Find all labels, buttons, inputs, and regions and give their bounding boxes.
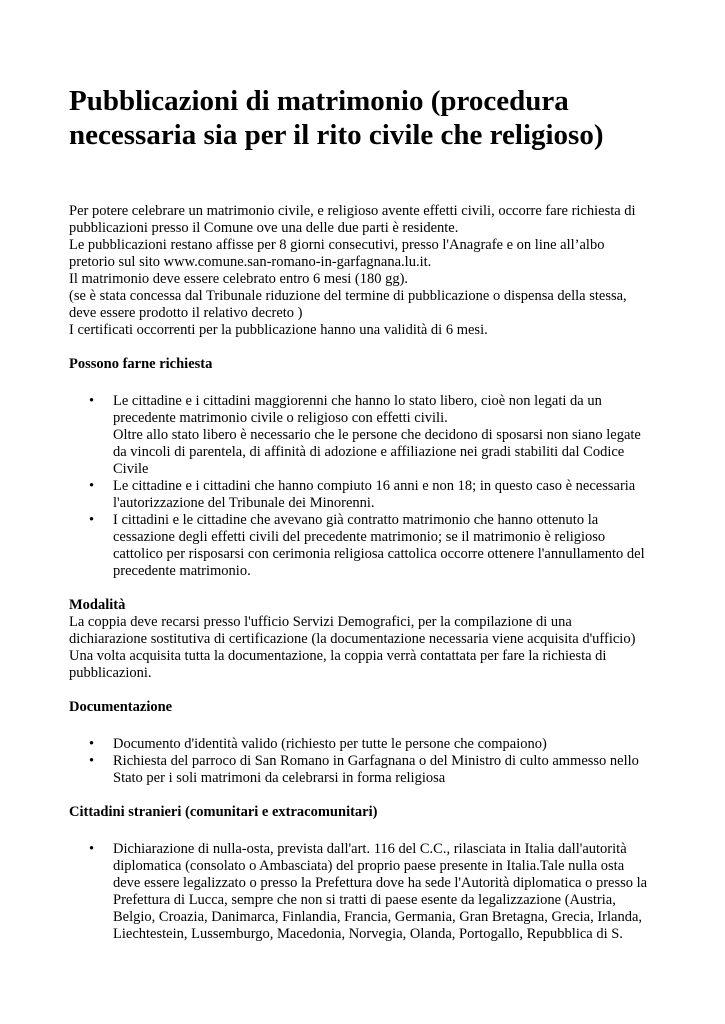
bullet-icon: • (89, 841, 95, 857)
documentazione-list (69, 736, 669, 787)
bullet-icon: • (89, 736, 95, 752)
list-item-text: Richiesta del parroco di San Romano in Garfagnana o del Ministro di culto ammesso nello Stato per i soli matrimoni da celebrarsi in forma religiosa (113, 753, 639, 786)
list-item-text: I cittadini e le cittadine che avevano già contratto matrimonio che hanno ottenuto la cessazione degli effetti civili del precedente matrimonio; se il matrimonio è religioso cattolico per risposarsi con cerimonia religiosa cattolica occorre ottenere l'annullamento del precedente matrimonio. (113, 512, 645, 579)
list-item-text: Le cittadine e i cittadini che hanno compiuto 16 anni e non 18; in questo caso è necessaria l'autorizzazione del Tribunale dei Minorenni. (113, 478, 636, 511)
modalita-paragraph: La coppia deve recarsi presso l'ufficio Servizi Demografici, per la compilazione di una dichiarazione sostitutiva di certificazione (la documentazione necessaria viene acquisita d'ufficio) Una volta acquisita tutta la documentazione, la coppia verrà contattata per fare la richiesta di pubblicazioni. (69, 614, 636, 681)
page-title: Pubblicazioni di matrimonio (procedura necessaria sia per il rito civile che religioso) (69, 85, 604, 151)
list-item (69, 478, 669, 512)
bullet-icon: • (89, 478, 95, 494)
bullet-icon: • (89, 512, 95, 528)
document-body (69, 203, 669, 943)
section-heading-documentazione: Documentazione (69, 699, 173, 715)
list-item (69, 393, 669, 478)
list-item (69, 841, 669, 943)
stranieri-list (69, 841, 669, 943)
list-item (69, 512, 669, 580)
section-heading-stranieri: Cittadini stranieri (comunitari e extracomunitari) (69, 804, 378, 820)
bullet-icon: • (89, 753, 95, 769)
list-item-text: Dichiarazione di nulla-osta, prevista dall'art. 116 del C.C., rilasciata in Italia dall'autorità diplomatica (consolato o Ambasciata) del proprio paese presente in Italia.Tale nulla osta deve essere legalizzato o presso la Prefettura dove ha sede l'Autorità diplomatica o presso la Prefettura di Lucca, sempre che non si tratti di paese esente da legalizzazione (Austria, Belgio, Croazia, Danimarca, Finlandia, Francia, Germania, Gran Bretagna, Grecia, Irlanda, Liechtestein, Lussemburgo, Macedonia, Norvegia, Olanda, Portogallo, Repubblica di S. (113, 841, 648, 942)
richiesta-list (69, 393, 669, 580)
intro-paragraph: Per potere celebrare un matrimonio civile, e religioso avente effetti civili, occorre fare richiesta di pubblicazioni presso il Comune ove una delle due parti è residente. Le pubblicazioni restano affisse per 8 giorni consecutivi, presso l'Anagrafe e on line all’albo pretorio sul sito www.comune.san-romano-in-garfagnana.lu.it. Il matrimonio deve essere celebrato entro 6 mesi (180 gg). (se è stata concessa dal Tribunale riduzione del termine di pubblicazione o dispensa della stessa, deve essere prodotto il relativo decreto ) I certificati occorrenti per la pubblicazione hanno una validità di 6 mesi. (69, 203, 636, 338)
section-heading-modalita: Modalità (69, 597, 126, 613)
list-item (69, 736, 669, 753)
bullet-icon: • (89, 393, 95, 409)
list-item-text: Le cittadine e i cittadini maggiorenni che hanno lo stato libero, cioè non legati da un precedente matrimonio civile o religioso con effetti civili. Oltre allo stato libero è necessario che le persone che decidono di sposarsi non siano legate da vincoli di parentela, di affinità di adozione e affiliazione nei gradi stabiliti dal Codice Civile (113, 393, 641, 477)
list-item-text: Documento d'identità valido (richiesto per tutte le persone che compaiono) (113, 736, 547, 752)
list-item (69, 753, 669, 787)
section-heading-richiesta: Possono farne richiesta (69, 356, 213, 372)
